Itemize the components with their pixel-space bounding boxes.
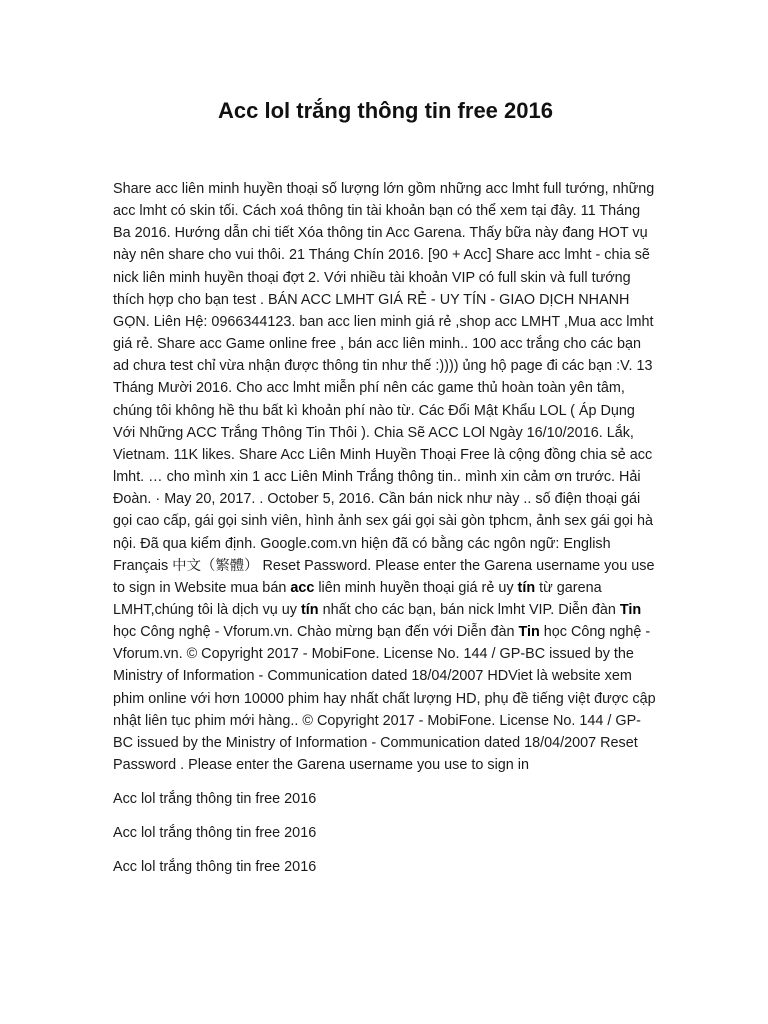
paragraph-text: học Công nghệ - Vforum.vn. Chào mừng bạn đến với Diễn đàn (113, 624, 519, 641)
repeated-title-line: Acc lol trắng thông tin free 2016 (113, 791, 317, 808)
repeated-title-line: Acc lol trắng thông tin free 2016 (113, 859, 317, 876)
paragraph-text: Share acc liên minh huyền thoại số lượng lớn gồm những acc lmht full tướng, những acc lmht có skin tối. Cách xoá thông tin tài khoản bạn có thể xem tại đây. 11 Tháng Ba 2016. Hướng dẫn chi tiết Xóa thông tin Acc Garena. Thấy bữa này đang HOT vụ này nên share cho vui thôi. 21 Tháng Chín 2016. [90 + Acc] Share acc lmht - chia sẽ nick liên minh huyền thoại đợt 2. Với nhiều tài khoản VIP có full skin và full tướng thích hợp cho bạn test . BÁN ACC LMHT GIÁ RẺ - UY TÍN - GIAO DỊCH NHANH GỌN. Liên Hệ: 0966344123. ban acc lien minh giá rẻ ,shop acc LMHT ,Mua acc lmht giá rẻ. Share acc Game online free , bán acc liên minh.. 100 acc trắng cho các bạn ad chưa test chỉ vừa nhận được thông tin như thế :)))) ủng hộ page đi các bạn :V. 13 Tháng Mười 2016. Cho acc lmht miễn phí nên các game thủ hoàn toàn yên tâm, chúng tôi không hề thu bất kì khoản phí nào từ. Các Đổi Mật Khẩu LOL ( Áp Dụng Với Những ACC Trắng Thông Tin Thôi ). Chia Sẽ ACC LOl Ngày 16/10/2016. Lắk, Vietnam. 11K likes. Share Acc Liên Minh Huyền Thoại Free là cộng đồng chia sẻ acc lmht. … cho mình xin 1 acc Liên Minh Trắng thông tin.. mình xin cảm ơn trước. Hải Đoàn. · May 20, 2017. . October 5, 2016. Cần bán nick như này .. số điện thoại gái gọi cao cấp, gái gọi sinh viên, hình ảnh sex gái gọi sài gòn tphcm, ảnh sex gái gọi hà nội. Đã qua kiểm định. Google.com.vn hiện đã có bằng các ngôn ngữ: English Français 中文（繁體） Reset Password. Please enter the Garena username you use to sign in Website mua bán (113, 181, 655, 596)
document-title: Acc lol trắng thông tin free 2016 (218, 98, 553, 123)
repeated-title-line: Acc lol trắng thông tin free 2016 (113, 825, 317, 842)
paragraph-text: liên minh huyền thoại giá rẻ uy (314, 579, 518, 596)
document-page (113, 0, 658, 878)
bold-keyword: Tin (518, 624, 540, 641)
bold-keyword: tín (300, 601, 319, 618)
paragraph-text: nhất cho các bạn, bán nick lmht VIP. Diễn đàn (318, 601, 620, 618)
body-paragraph (113, 178, 658, 776)
paragraph-text: học Công nghệ - Vforum.vn. © Copyright 2017 - MobiFone. License No. 144 / GP-BC issued by the Ministry of Information - Communication dated 18/04/2007 HDViet là website xem phim online với hơn 10000 phim hay nhất chất lượng HD, phụ đề tiếng việt được cập nhật liên tục phim mới hàng.. © Copyright 2017 - MobiFone. License No. 144 / GP-BC issued by the Ministry of Information - Communication dated 18/04/2007 Reset Password . Please enter the Garena username you use to sign in (113, 624, 656, 774)
bold-keyword: tín (517, 579, 536, 596)
paragraph-text: từ garena LMHT,chúng tôi là dịch vụ uy (113, 579, 602, 618)
bold-keyword: Tin (619, 601, 642, 618)
bold-keyword: acc (290, 579, 315, 596)
